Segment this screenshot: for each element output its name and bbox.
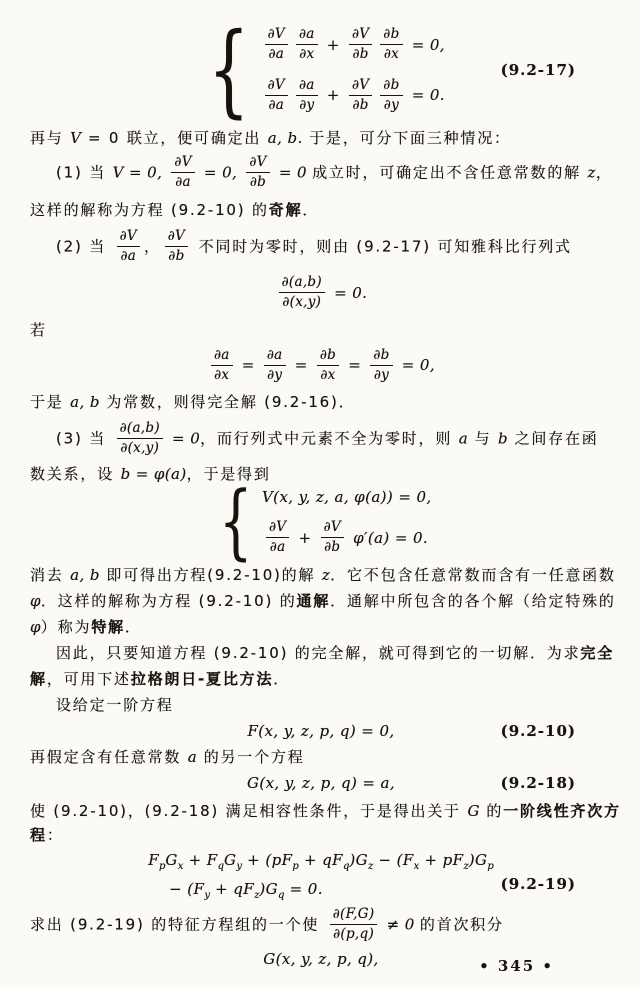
para-first-integral — [30, 904, 612, 946]
math-subscripted: $G_q$ — [265, 879, 285, 901]
math-subscripted: $G_z$ — [355, 850, 374, 872]
text-run: 成立时，可确定出不含任意常数的解 — [312, 163, 588, 182]
math-run: ≠ 0 — [381, 914, 420, 933]
text-run: 解 — [30, 669, 47, 688]
math-run: = 0, — [396, 356, 436, 375]
text-run: 与 — [468, 429, 498, 448]
math-run: φ — [30, 617, 41, 636]
text-run: 求出 (9.2-19) 的特征方程组的一个使 — [30, 914, 326, 933]
text-run: 特解 — [91, 617, 125, 636]
fraction: $\frac{\partial b}{\partial x}$ — [317, 347, 339, 385]
fraction: $\frac{\partial(a,b)}{\partial(x,y)}$ — [117, 420, 163, 458]
text-run: ．它不包含任意常数而含有一任意函数 — [330, 565, 616, 584]
math-run: = 0, — [198, 163, 243, 182]
equation-9-2-18 — [30, 771, 612, 795]
fraction: $\frac{\partial b}{\partial y}$ — [380, 77, 402, 115]
math-run: + — [293, 528, 317, 547]
text-run: ． — [124, 617, 142, 636]
text-run: ． — [302, 200, 320, 219]
math-run: a, b. — [267, 129, 303, 148]
equation-9-2-17 — [30, 11, 612, 129]
math-subscripted: $G_y$ — [223, 850, 243, 872]
math-run: F(x, y, z, p, q) = 0, — [247, 721, 395, 740]
math-run: + — [209, 879, 234, 898]
math-run: = 0. — [284, 879, 323, 898]
equation-system — [197, 11, 445, 129]
math-run: G(x, y, z, p, q) = a, — [246, 773, 396, 792]
equation-row — [262, 486, 432, 508]
math-run: G — [467, 801, 480, 820]
case-2-line — [30, 226, 612, 268]
para-therefore-1 — [30, 641, 615, 665]
fraction: $\frac{\partial(F,G)}{\partial(p,q)}$ — [330, 906, 378, 944]
math-run: = 0. — [406, 86, 445, 105]
text-run: 之间存在函 — [508, 429, 599, 448]
left-brace-icon: { — [208, 11, 250, 129]
text-run: (2) 当 — [56, 236, 113, 255]
left-brace-icon: { — [219, 474, 253, 569]
math-run: φ — [30, 591, 41, 610]
math-run: = — [343, 356, 367, 375]
math-run: b — [498, 429, 509, 448]
math-subscripted: $F_x$ — [402, 850, 420, 872]
fraction: $\frac{\partial a}{\partial x}$ — [296, 26, 318, 64]
para-compatibility-1 — [30, 799, 621, 823]
equation-number: (9.2-19) — [500, 875, 576, 894]
text-run: 数关系，设 — [30, 464, 121, 483]
text-run: 于是 — [30, 393, 71, 412]
fraction: $\frac{\partial V}{\partial a}$ — [265, 77, 288, 115]
text-run: 即可得出方程(9.2-10)的解 — [99, 565, 322, 584]
text-run: 通解 — [296, 591, 331, 610]
equation-number: (9.2-10) — [500, 721, 576, 740]
system-rows — [262, 486, 432, 559]
fraction: $\frac{\partial V}{\partial b}$ — [246, 154, 269, 192]
text-run: ，于是得到 — [186, 464, 271, 483]
text-run: = 0 联立，便可确定出 — [81, 129, 268, 148]
text-run: ，而行列式中元素不全为零时，则 — [200, 429, 459, 448]
math-run: b = φ(a) — [120, 464, 187, 483]
para-general-solution-2 — [30, 589, 616, 613]
text-run: 再假定含有任意常数 — [30, 747, 188, 766]
math-run: − ( — [373, 850, 403, 869]
fraction: $\frac{\partial V}{\partial b}$ — [321, 519, 344, 557]
text-run: ： — [46, 825, 64, 844]
fraction: $\frac{\partial V}{\partial b}$ — [165, 228, 188, 266]
math-run: V — [70, 129, 82, 148]
math-run: ) — [259, 879, 266, 898]
math-run: φ′(a) = 0. — [347, 528, 429, 547]
para-assume-equation — [30, 745, 612, 769]
fraction: $\frac{\partial V}{\partial a}$ — [266, 519, 289, 557]
math-run: + ( — [242, 850, 272, 869]
text-run: 于是，可分下面三种情况： — [302, 129, 511, 148]
math-subscripted: $F_z$ — [452, 850, 469, 872]
math-subscripted: $F_z$ — [243, 879, 260, 901]
equation-body — [247, 719, 394, 743]
text-run: 的首次积分 — [419, 914, 504, 933]
equation-number: (9.2-18) — [500, 773, 576, 792]
equation-row — [261, 24, 445, 66]
text-run: 使 (9.2-10)，(9.2-18) 满足相容性条件，于是得出关于 — [30, 801, 468, 820]
math-run: = — [289, 356, 313, 375]
para-general-solution-3 — [30, 615, 612, 639]
page-number: • 345 • — [479, 957, 554, 975]
system-rows — [261, 24, 445, 116]
text-run: 一阶线性齐次方 — [503, 801, 621, 820]
math-run: + — [321, 86, 345, 105]
text-run: 的另一个方程 — [197, 747, 305, 766]
math-run: q — [322, 850, 333, 869]
equation-row — [262, 517, 428, 559]
math-run: a, b — [70, 393, 100, 412]
math-run: a — [187, 747, 198, 766]
math-run: G(x, y, z, p, q), — [263, 950, 379, 969]
fraction: $\frac{\partial V}{\partial a}$ — [171, 154, 194, 192]
math-subscripted: $F_q$ — [206, 850, 224, 872]
para-if — [30, 318, 612, 342]
equation-system-phi — [30, 474, 612, 569]
math-run: ) — [349, 850, 356, 869]
math-run: p — [442, 850, 453, 869]
fraction: $\frac{\partial(a,b)}{\partial(x,y)}$ — [279, 274, 325, 312]
para-general-solution-1 — [30, 563, 616, 587]
math-run: a, b — [70, 565, 100, 584]
math-run: q — [233, 879, 244, 898]
text-run: 奇解 — [268, 200, 303, 219]
math-subscripted: $F_y$ — [193, 879, 210, 901]
fraction: $\frac{\partial a}{\partial y}$ — [264, 347, 286, 385]
equation-row — [261, 75, 445, 117]
text-run: 若 — [30, 320, 47, 339]
case-3-line — [30, 418, 612, 460]
text-run: 为常数，则得完全解 (9.2-16)． — [99, 393, 356, 412]
fraction: $\frac{\partial V}{\partial b}$ — [349, 77, 372, 115]
math-run: + — [183, 850, 207, 869]
text-run: 完全 — [580, 643, 615, 662]
text-run: ．这样的解称为方程 (9.2-10) 的 — [40, 591, 297, 610]
text-run: ， — [143, 236, 161, 255]
math-run: = 0 — [166, 429, 201, 448]
math-subscripted: $F_p$ — [148, 850, 166, 872]
para-compatibility-2 — [30, 823, 612, 847]
text-run: 的 — [479, 801, 504, 820]
math-run: + — [419, 850, 443, 869]
text-run: ， — [595, 163, 613, 182]
equation-number: (9.2-17) — [500, 61, 576, 80]
math-run: + — [298, 850, 323, 869]
text-run: ． — [273, 669, 291, 688]
para-given-equation — [30, 693, 612, 717]
math-run: + — [321, 35, 345, 54]
equation-body — [263, 947, 378, 971]
math-run: z — [321, 565, 331, 584]
equation-body — [247, 771, 395, 795]
equation-partials-zero — [30, 342, 612, 387]
equation-system — [210, 474, 432, 569]
text-run: 消去 — [30, 565, 71, 584]
math-run: − ( — [169, 879, 194, 898]
case-1-line — [30, 152, 612, 194]
math-run: V = 0, — [112, 163, 168, 182]
text-run: 不同时为零时，则由 (9.2-17) 可知雅科比行列式 — [192, 236, 572, 255]
fraction: $\frac{\partial V}{\partial b}$ — [349, 26, 372, 64]
math-run: = — [236, 356, 260, 375]
equation-body — [207, 345, 435, 387]
fraction: $\frac{\partial a}{\partial y}$ — [296, 77, 318, 115]
equation-row — [30, 849, 612, 871]
fraction: $\frac{\partial a}{\partial x}$ — [211, 347, 233, 385]
math-subscripted: $F_q$ — [332, 850, 350, 872]
math-run: a — [458, 429, 469, 448]
text-run: (3) 当 — [56, 429, 113, 448]
text-run: 拉格朗日-夏比方法 — [130, 669, 274, 688]
equation-9-2-19 — [30, 849, 612, 900]
math-subscripted: $G_p$ — [475, 850, 494, 872]
equation-9-2-10 — [30, 719, 612, 743]
equation-body — [275, 272, 368, 314]
text-run: 因此，只要知道方程 (9.2-10) 的完全解，就可得到它的一切解．为求 — [56, 643, 581, 662]
text-run: ，可用下述 — [46, 669, 131, 688]
math-run: p — [271, 850, 282, 869]
fraction: $\frac{\partial b}{\partial x}$ — [380, 26, 402, 64]
math-run: = 0. — [328, 283, 368, 302]
text-run: 再与 — [30, 129, 71, 148]
text-run: ．通解中所包含的各个解（给定特殊的 — [330, 591, 616, 610]
para-complete-solution — [30, 390, 612, 414]
text-run: 这样的解称为方程 (9.2-10) 的 — [30, 200, 269, 219]
case-3-continuation — [30, 462, 612, 486]
text-run: 设给定一阶方程 — [56, 695, 174, 714]
para-cases-intro — [30, 126, 612, 150]
case-1-continuation — [30, 198, 612, 222]
equation-jacobian-zero — [30, 269, 612, 314]
equation-row — [30, 878, 462, 900]
math-subscripted: $G_x$ — [165, 850, 184, 872]
math-run: = 0, — [406, 35, 445, 54]
math-subscripted: $F_p$ — [281, 850, 299, 872]
math-run: z — [587, 163, 596, 182]
math-run: = 0 — [273, 163, 313, 182]
math-run: ) — [468, 850, 475, 869]
math-run: V(x, y, z, a, φ(a)) = 0, — [261, 487, 432, 506]
text-run: (1) 当 — [56, 163, 113, 182]
fraction: $\frac{\partial V}{\partial a}$ — [265, 26, 288, 64]
para-therefore-2 — [30, 667, 612, 691]
text-run: 程 — [30, 825, 47, 844]
text-run: ）称为 — [40, 617, 92, 636]
fraction: $\frac{\partial V}{\partial a}$ — [117, 228, 140, 266]
fraction: $\frac{\partial b}{\partial y}$ — [370, 347, 392, 385]
